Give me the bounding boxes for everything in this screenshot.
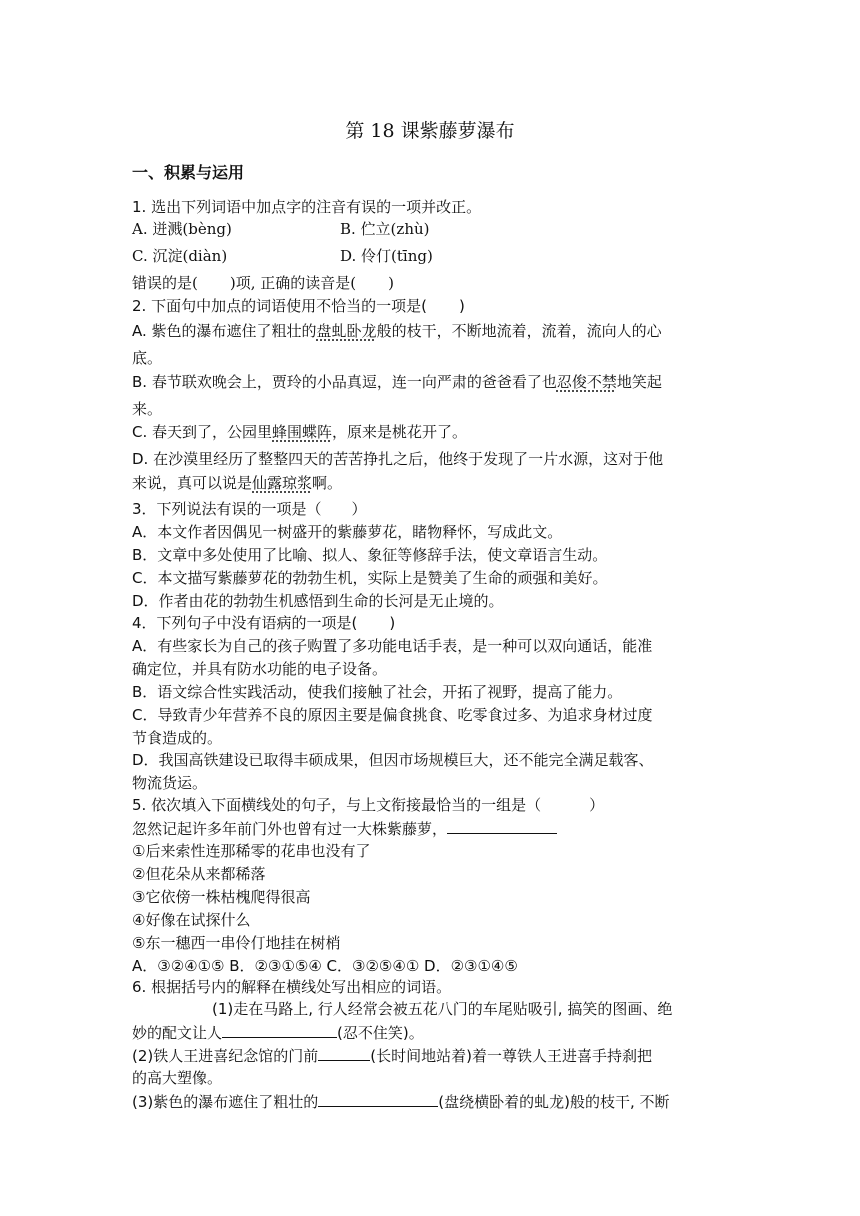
q1-answer-line — [132, 273, 394, 293]
q4-option-d: D．我国高铁建设已取得丰硕成果，但因市场规模巨大，还不能完全满足载客、 — [132, 751, 654, 769]
q1-stem: 1. 选出下列词语中加点字的注音有误的一项并改正。 — [132, 198, 482, 216]
q6-item-2-line2: 的高大塑像。 — [132, 1069, 223, 1087]
q5-context — [132, 818, 557, 839]
q6-item-2-post: (长时间地站着)着一尊铁人王进喜手持刹把 — [370, 1047, 652, 1065]
q6-item-3 — [132, 1091, 670, 1112]
q2-option-b — [132, 372, 662, 392]
q2-option-d-line2 — [132, 473, 342, 493]
q3-stem: 3．下列说法有误的一项是（ ） — [132, 500, 367, 518]
q4-option-a: A．有些家长为自己的孩子购置了多功能电话手表，是一种可以双向通话，能准 — [132, 637, 653, 655]
q6-stem: 6. 根据括号内的解释在横线处写出相应的词语。 — [132, 978, 452, 996]
q5-sentence-5: ⑤东一穗西一串伶仃地挂在树梢 — [132, 934, 341, 952]
q5-stem-text: 5. 依次填入下面横线处的句子，与上文衔接最恰当的一组是（ — [132, 796, 542, 814]
section-heading: 一、积累与运用 — [132, 163, 245, 182]
q2-d-pre: 来说，真可以说是 — [132, 474, 253, 492]
q5-sentence-2: ②但花朵从来都稀落 — [132, 865, 266, 883]
q4-option-c: C．导致青少年营养不良的原因主要是偏食挑食、吃零食过多、为追求身材过度 — [132, 706, 653, 724]
q2-a-dotted-word: 盘虬卧龙 — [316, 322, 377, 340]
q5-options: A．③②④①⑤ B．②③①⑤④ C．③②⑤④① D．②③①④⑤ — [132, 957, 518, 975]
q2-d-post: 啊。 — [312, 474, 343, 492]
q6-item-1: (1)走在马路上, 行人经常会被五花八门的车尾贴吸引, 搞笑的图画、绝 — [212, 1000, 673, 1018]
q2-stem-text: 2. 下面句中加点的词语使用不恰当的一项是( — [132, 297, 427, 315]
q4-stem-end: ) — [389, 614, 396, 632]
q4-option-b: B．语文综合性实践活动，使我们接触了社会，开拓了视野，提高了能力。 — [132, 683, 623, 701]
q2-option-a — [132, 321, 662, 341]
q6-item-3-blank[interactable] — [318, 1091, 438, 1107]
q2-option-c — [132, 422, 467, 442]
q6-item-1-blank[interactable] — [222, 1022, 337, 1038]
q5-sentence-3: ③它依傍一株枯槐爬得很高 — [132, 888, 311, 906]
q3-option-a: A．本文作者因偶见一树盛开的紫藤萝花，睹物释怀，写成此文。 — [132, 523, 563, 541]
q6-item-2-pre: (2)铁人王进喜纪念馆的门前 — [132, 1047, 319, 1065]
q2-b-post: 地笑起 — [616, 373, 662, 391]
q6-item-1-post: (忍不住笑)。 — [337, 1024, 424, 1042]
q6-item-2 — [132, 1045, 652, 1066]
q3-option-d: D．作者由花的勃勃生机感悟到生命的长河是无止境的。 — [132, 592, 504, 610]
q4-option-c-line2: 节食造成的。 — [132, 729, 223, 747]
q2-stem-end: ) — [458, 297, 465, 315]
page-title: 第 18 课紫藤萝瀑布 — [345, 120, 515, 142]
q4-option-d-line2: 物流货运。 — [132, 774, 208, 792]
q2-b-dotted-word: 忍俊不禁 — [556, 373, 617, 391]
q1-option-d: D. 伶仃(tīng) — [340, 247, 433, 265]
q2-option-d: D. 在沙漠里经历了整整四天的苦苦挣扎之后，他终于发现了一片水源，这对于他 — [132, 450, 664, 468]
q2-option-a-line2: 底。 — [132, 349, 163, 367]
q5-answer-blank[interactable] — [447, 818, 557, 834]
q1-answer-text-a: 错误的是( — [132, 274, 198, 292]
q5-stem — [132, 795, 604, 815]
q2-b-pre: B. 春节联欢晚会上，贾玲的小品真逗，连一向严肃的爸爸看了也 — [132, 373, 557, 391]
q3-option-c: C．本文描写紫藤萝花的勃勃生机，实际上是赞美了生命的顽强和美好。 — [132, 569, 608, 587]
q2-c-post: ，原来是桃花开了。 — [332, 423, 468, 441]
q2-c-dotted-word: 蜂围蝶阵 — [272, 423, 333, 441]
q6-item-1-pre: 妙的配文让人 — [132, 1024, 223, 1042]
q4-stem — [132, 613, 395, 633]
q1-answer-text-c: ) — [388, 274, 394, 292]
q5-sentence-4: ④好像在试探什么 — [132, 911, 251, 929]
q2-stem — [132, 296, 465, 316]
q4-option-a-line2: 确定位，并具有防水功能的电子设备。 — [132, 660, 388, 678]
q5-context-text: 忽然记起许多年前门外也曾有过一大株紫藤萝， — [132, 820, 448, 838]
q2-option-b-line2: 来。 — [132, 400, 163, 418]
q5-stem-end: ） — [589, 796, 605, 814]
q2-a-pre: A. 紫色的瀑布遮住了粗壮的 — [132, 322, 317, 340]
q6-item-1-line2 — [132, 1022, 424, 1043]
q1-answer-text-b: )项, 正确的读音是( — [229, 274, 357, 292]
q6-item-3-post: (盘绕横卧着的虬龙)般的枝干, 不断 — [438, 1093, 670, 1111]
q4-stem-text: 4．下列句子中没有语病的一项是( — [132, 614, 358, 632]
q2-d-dotted-word: 仙露琼浆 — [252, 474, 313, 492]
q6-item-3-pre: (3)紫色的瀑布遮住了粗壮的 — [132, 1093, 319, 1111]
q3-option-b: B．文章中多处使用了比喻、拟人、象征等修辞手法，使文章语言生动。 — [132, 546, 608, 564]
q6-item-2-blank[interactable] — [318, 1045, 370, 1061]
q1-option-b: B. 伫立(zhù) — [340, 220, 430, 238]
q1-option-c: C. 沉淀(diàn) — [132, 247, 228, 265]
q1-option-a: A. 迸溅(bèng) — [132, 220, 232, 238]
q2-a-post: 般的枝干，不断地流着，流着，流向人的心 — [376, 322, 662, 340]
q2-c-pre: C. 春天到了，公园里 — [132, 423, 273, 441]
q5-sentence-1: ①后来索性连那稀零的花串也没有了 — [132, 842, 371, 860]
